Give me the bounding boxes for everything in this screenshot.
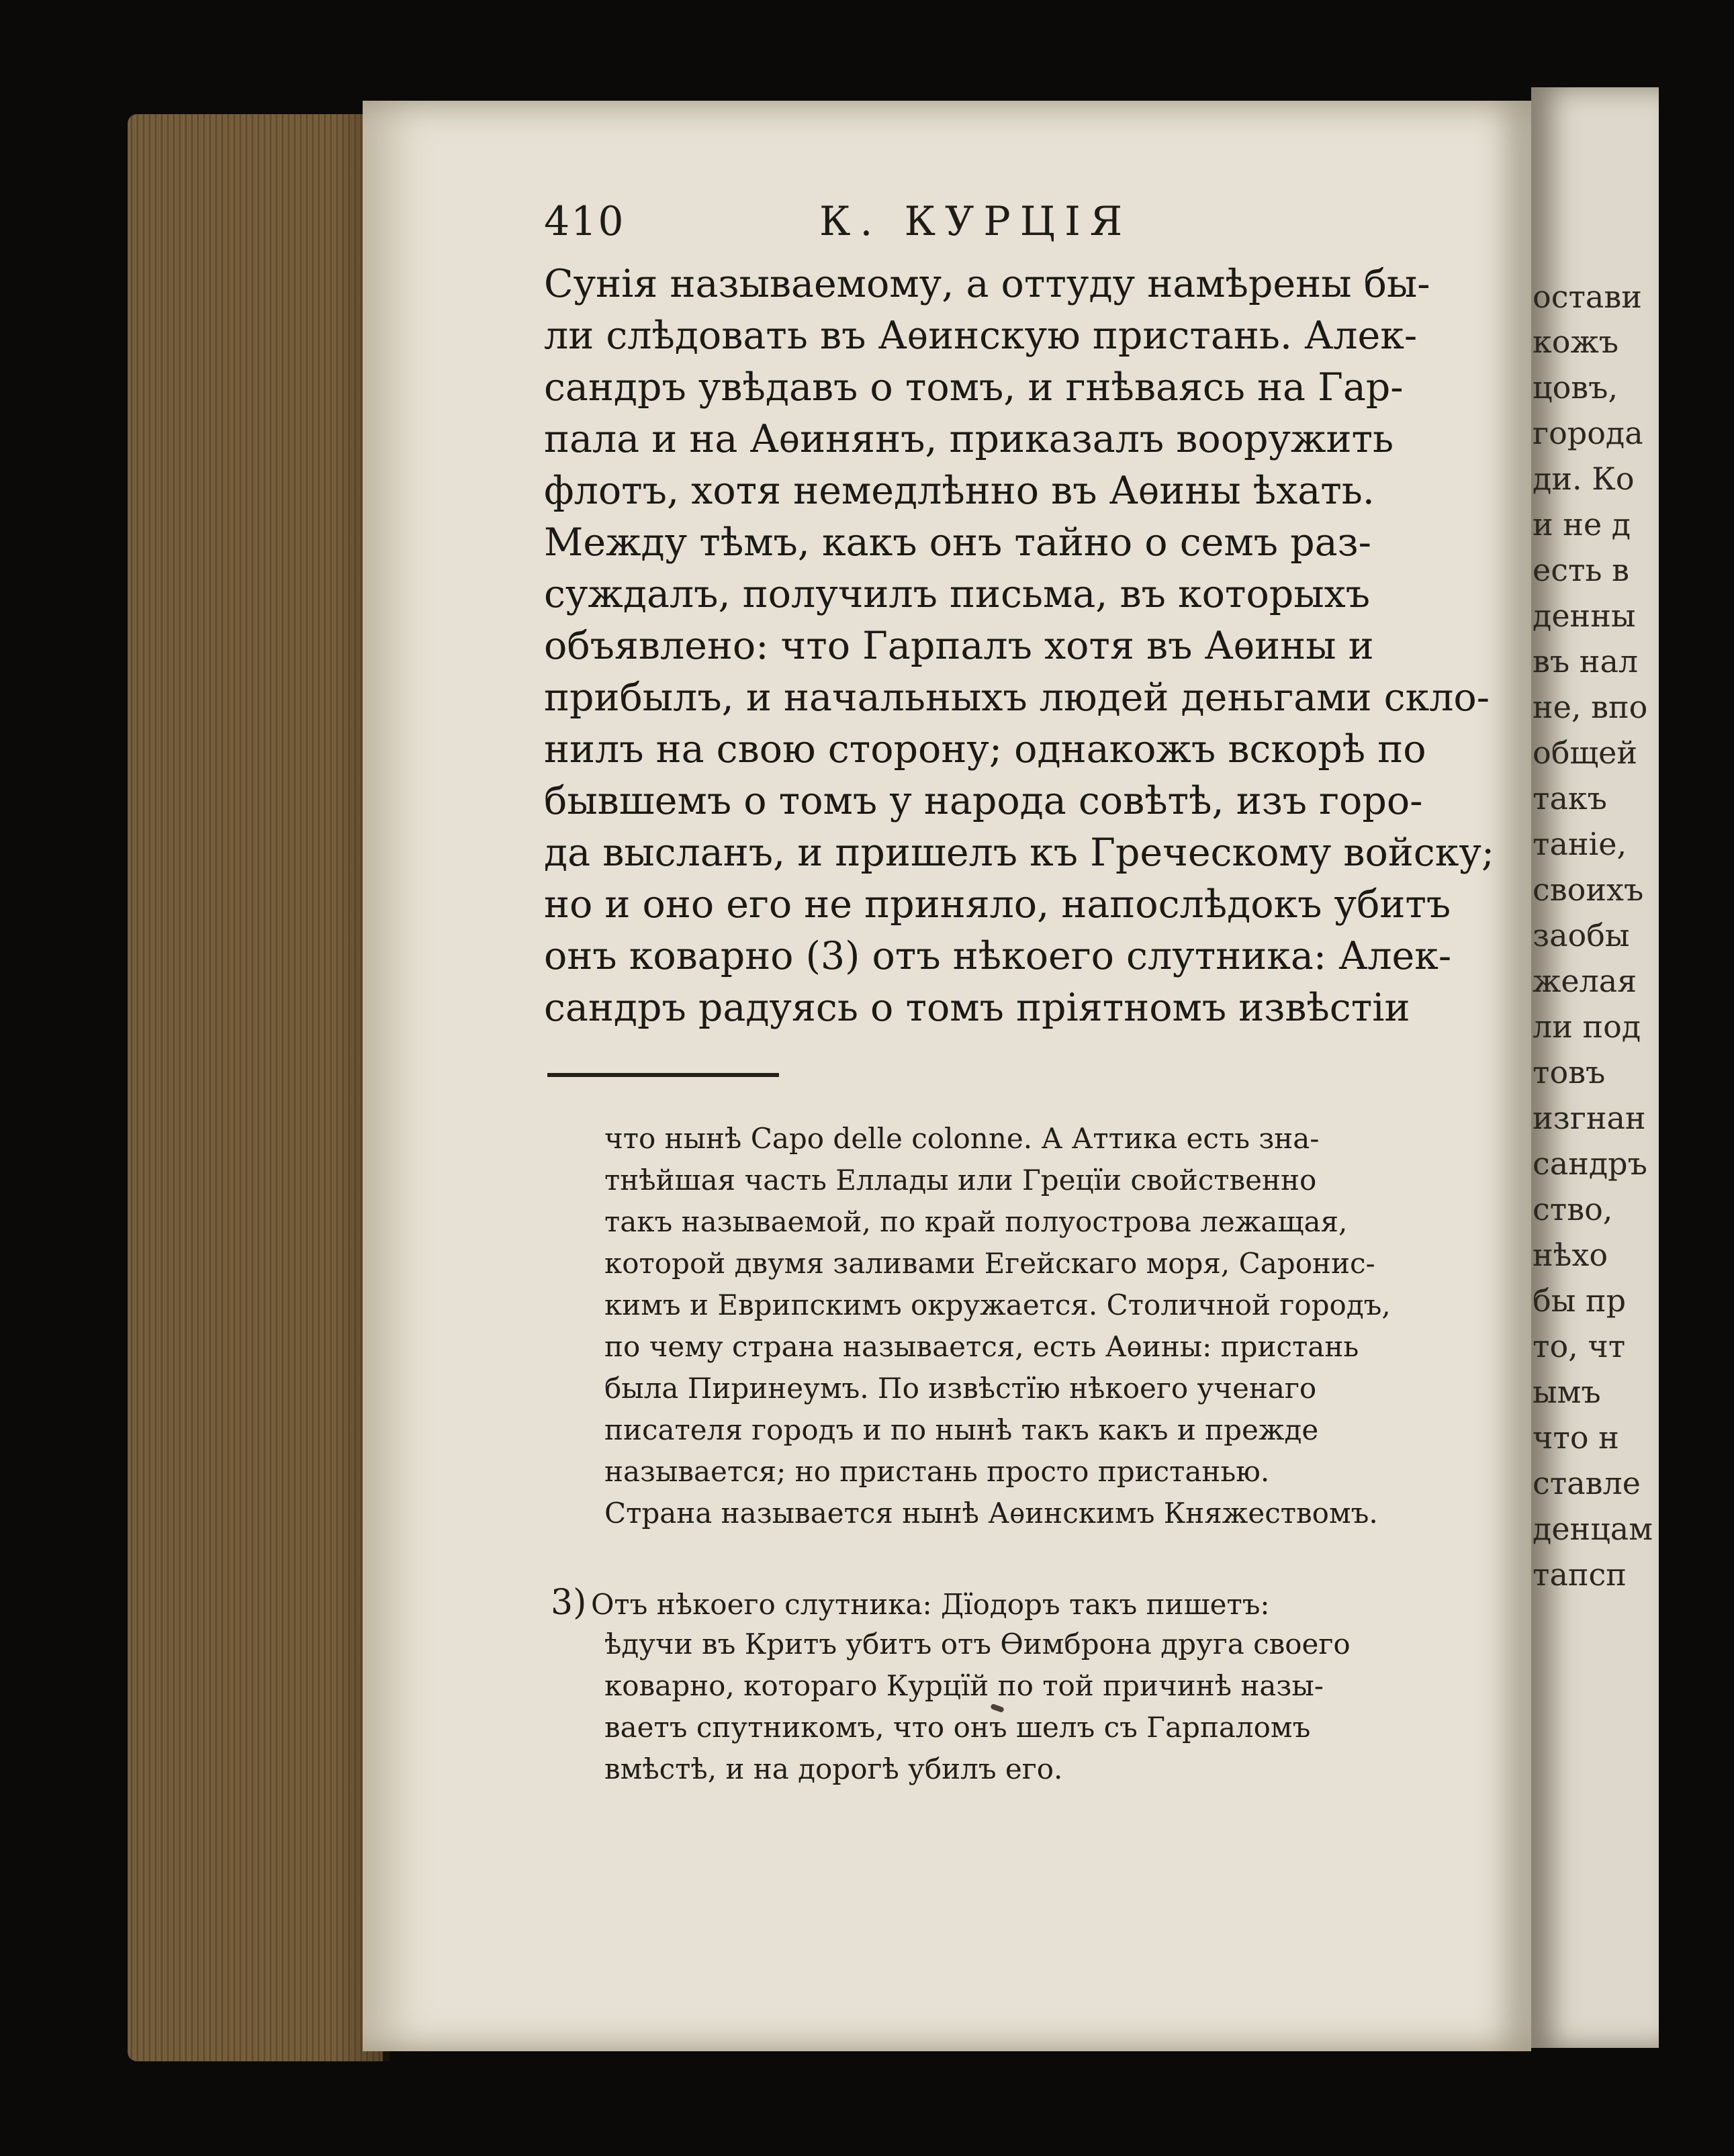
footnote-line: что нынѣ Capo delle colonne. А Аттика есть зна- [604,1122,1320,1155]
facing-page-fragment: такъ [1533,780,1607,816]
text-line: бывшемъ о томъ у народа совѣтѣ, изъ горо- [544,779,1423,823]
facing-page-fragment: товъ [1533,1054,1606,1090]
facing-page-fragment: есть в [1533,552,1629,588]
footnote-line: которой двумя заливами Егейскаго моря, Саронис- [604,1247,1375,1280]
footnote-line: по чему страна называется, есть Аѳины: пристань [604,1330,1359,1363]
footnote-line: называется; но пристань просто пристанью. [604,1455,1270,1488]
footnote-line: Страна называется нынѣ Аѳинскимъ Княжествомъ. [604,1497,1378,1530]
text-line: пала и на Аѳинянъ, приказалъ вооружить [544,417,1394,461]
facing-page-fragment: кожъ [1533,324,1619,360]
text-line: да высланъ, и пришелъ къ Греческому войску; [544,831,1495,875]
footnote-line: такъ называемой, по край полуострова лежащая, [604,1205,1348,1238]
facing-page-fragment: ство, [1533,1191,1613,1227]
footnote-line: была Пиринеумъ. По извѣстїю нѣкоего ученаго [604,1372,1317,1405]
text-line: но и оно его не приняло, напослѣдокъ убитъ [544,882,1451,927]
facing-page-fragment: желая [1533,963,1637,999]
facing-page-fragment: ди. Ко [1533,461,1635,497]
running-title: К. КУРЦІЯ [819,198,1132,245]
facing-page-fragment: что н [1533,1419,1619,1456]
footnote-line: кимъ и Еврипскимъ окружается. Столичной городъ, [604,1288,1391,1321]
facing-page-fragment: своихъ [1533,872,1644,908]
facing-page-fragment: цовъ, [1533,369,1618,406]
running-head [544,198,1484,252]
text-line: сандръ увѣдавъ о томъ, и гнѣваясь на Гар- [544,365,1404,410]
facing-page-fragment: то, чт [1533,1328,1626,1364]
footnote-line [551,1582,1484,1624]
facing-page-fragment: денцам [1533,1511,1653,1547]
footnote-line: ѣдучи въ Критъ убитъ отъ Ѳимброна друга своего [604,1628,1351,1660]
text-line: прибылъ, и начальныхъ людей деньгами скло- [544,675,1490,720]
facing-page-fragment: бы пр [1533,1282,1627,1319]
facing-page-fragment: остави [1533,279,1642,315]
footnote-line: вмѣстѣ, и на дорогѣ убилъ его. [604,1752,1063,1785]
facing-page-fragment: денны [1533,598,1636,634]
footnote-continuation [604,1118,1484,1534]
text-line: ли слѣдовать въ Аѳинскую пристань. Алек- [544,314,1418,358]
facing-page-fragment: сандръ [1533,1145,1647,1182]
text-line: онъ коварно (3) отъ нѣкоего слутника: Алек- [544,934,1452,978]
facing-page-fragment: таніе, [1533,826,1627,862]
facing-page-fragment: города [1533,415,1643,451]
footnote-3 [551,1582,1484,1790]
facing-page-fragment: тапсп [1533,1556,1627,1593]
footnote-marker: 3) [551,1583,587,1623]
text-line: Сунія называемому, а оттуду намѣрены бы- [544,262,1430,306]
facing-page-fragment: ли под [1533,1009,1641,1045]
footnote-line: коварно, котораго Курцїй по той причинѣ назы- [604,1669,1324,1702]
facing-page-fragment: не, впо [1533,689,1648,725]
text-line: объявлено: что Гарпалъ хотя въ Аѳины и [544,624,1374,668]
footnote-text: Отъ нѣкоего слутника: Дїодоръ такъ пишетъ: [591,1588,1270,1621]
footnote-line: писателя городъ и по нынѣ такъ какъ и прежде [604,1413,1319,1446]
text-line: сандръ радуясь о томъ пріятномъ извѣстіи [544,986,1410,1030]
facing-page-fragment: нѣхо [1533,1237,1608,1273]
facing-page [1531,87,1659,2048]
main-text [544,259,1495,1034]
footnote-line: тнѣйшая часть Еллады или Грецїи свойственно [604,1164,1317,1197]
facing-page-fragment: ставле [1533,1465,1641,1501]
facing-page-fragment: въ нал [1533,643,1639,679]
facing-page-fragment: общей [1533,735,1638,771]
footnote-rule [547,1073,779,1077]
footnote-line: ваетъ спутникомъ, что онъ шелъ съ Гарпаломъ [604,1711,1311,1744]
facing-page-fragment: заобы [1533,917,1630,953]
text-line: нилъ на свою сторону; однакожъ вскорѣ по [544,727,1426,771]
text-line: суждалъ, получилъ письма, въ которыхъ [544,572,1371,616]
text-line: флотъ, хотя немедлѣнно въ Аѳины ѣхать. [544,469,1375,513]
text-line: Между тѣмъ, какъ онъ тайно о семъ раз- [544,520,1371,565]
facing-page-fragment: и не д [1533,506,1631,543]
facing-page-fragment: изгнан [1533,1100,1646,1136]
page-number: 410 [544,198,625,245]
facing-page-fragment: ымъ [1533,1374,1601,1410]
